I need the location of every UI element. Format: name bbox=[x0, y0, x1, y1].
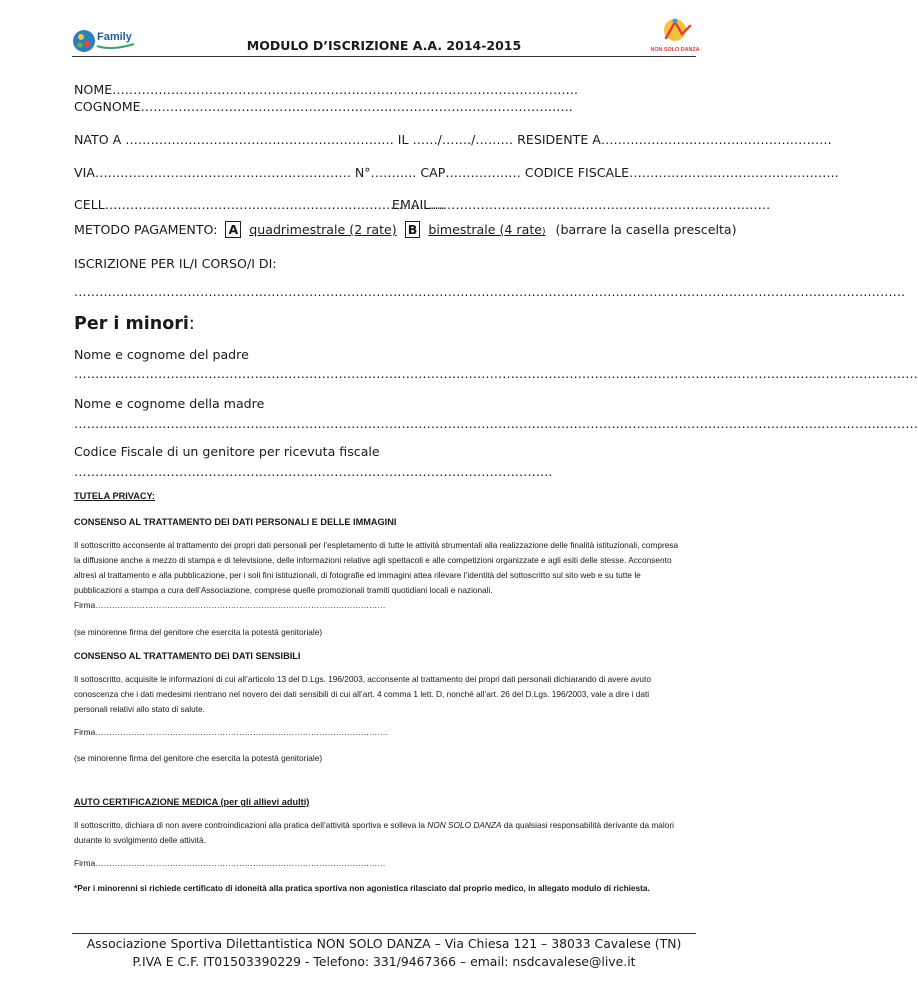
payment-note: (barrare la casella prescelta) bbox=[555, 222, 737, 237]
minors-heading: Per i minori: bbox=[74, 314, 195, 334]
courses-label: ISCRIZIONE PER IL/I CORSO/I DI: bbox=[74, 256, 277, 271]
father-label: Nome e cognome del padre bbox=[74, 347, 249, 362]
payment-label: METODO PAGAMENTO: bbox=[74, 222, 218, 237]
medical-title: AUTO CERTIFICAZIONE MEDICA (per gli allievi adulti) bbox=[74, 797, 310, 807]
consent2-line: personali relativi allo stato di salute. bbox=[74, 704, 205, 714]
minor-note-2: (se minorenne firma del genitore che esercita la potestà genitoriale) bbox=[74, 753, 323, 763]
consent1-line: la diffusione anche a mezzo di stampa e di televisione, delle informazioni relative agli spettacoli e alle competizioni organizzate e agli esiti delle stesse. Acconsento bbox=[74, 555, 672, 565]
cognome-field[interactable]: COGNOME…………………………………………………………………………………………. bbox=[74, 99, 573, 114]
consent1-line: altresì al trattamento e alla pubblicazione, per i soli fini istituzionali, di fotografie ed immagini attea rilevare l’identità del sottoscritto sul sito web e su tutte le bbox=[74, 570, 641, 580]
email-field[interactable]: EMAIL……………………………………………………………………… bbox=[392, 197, 771, 212]
svg-text:Family: Family bbox=[97, 31, 132, 43]
consent2-line: conoscenza che i dati medesimi rientrano nel novero dei dati sensibili di cui all’art. 4 comma 1 lett. D, nonché all’art. 26 del D.Lgs. 196/2003, vale a dire i dati bbox=[74, 689, 650, 699]
consent1-line: Il sottoscritto acconsente al trattamento dei propri dati personali per l’espletamento di tutte le attività strumentali alla realizzazione delle finalità istituzionali, compresa bbox=[74, 540, 679, 550]
non-solo-danza-logo bbox=[648, 16, 702, 56]
medical-text bbox=[74, 818, 704, 848]
option-b-label: bimestrale (4 rate) bbox=[428, 222, 546, 237]
courses-line[interactable]: ……………………………………………………………………………………………………………………………………………………………………………… bbox=[74, 284, 906, 299]
minor-note-1: (se minorenne firma del genitore che esercita la potestà genitoriale) bbox=[74, 627, 323, 637]
via-cap-codice-fiscale-line[interactable]: VIA……………………………………………………. N°……….. CAP……………… CODICE FISCALE………………………………………….. bbox=[74, 165, 839, 180]
fiscal-label: Codice Fiscale di un genitore per ricevuta fiscale bbox=[74, 444, 380, 459]
option-b-checkbox[interactable]: B bbox=[405, 221, 421, 238]
payment-row bbox=[74, 222, 737, 237]
cell-field[interactable]: CELL……………………………………………………………………… bbox=[74, 197, 445, 212]
footer-rule bbox=[72, 933, 696, 934]
option-a-label: quadrimestrale (2 rate) bbox=[249, 222, 397, 237]
footer-line-1: Associazione Sportiva Dilettantistica NON SOLO DANZA – Via Chiesa 121 – 38033 Cavalese (TN) bbox=[86, 936, 682, 951]
header-rule bbox=[72, 56, 696, 57]
medical-line: durante lo svolgimento delle attività. bbox=[74, 835, 206, 845]
medical-firma-field[interactable]: Firma…………………………………………………………………………………………… bbox=[74, 858, 386, 868]
option-a-checkbox[interactable]: A bbox=[225, 221, 241, 238]
svg-text:NON SOLO DANZA: NON SOLO DANZA bbox=[650, 47, 700, 53]
consent2-line: Il sottoscritto, acquisite le informazioni di cui all’articolo 13 del D.Lgs. 196/2003, acconsente al trattamento dei propri dati personali dichiarando di avere avuto bbox=[74, 674, 651, 684]
father-line[interactable]: ………………………………………………………………………………………………………………………………………………………………………………… bbox=[74, 366, 918, 381]
medical-line: Il sottoscritto, dichiara di non avere controindicazioni alla pratica dell’attività sportiva e solleva la NON SOLO DANZA da qualsiasi responsabilità derivante da malori bbox=[74, 820, 674, 830]
nato-residente-line[interactable]: NATO A ………………………………………………………. IL ……/……./……… RESIDENTE A………………………………………………. bbox=[74, 132, 832, 147]
page-title: MODULO D’ISCRIZIONE A.A. 2014-2015 bbox=[246, 38, 522, 53]
nome-field[interactable]: NOME………………………………………………………………………………………………… bbox=[74, 82, 579, 97]
mother-label: Nome e cognome della madre bbox=[74, 396, 265, 411]
consent2-text bbox=[74, 672, 704, 717]
consent2-title: CONSENSO AL TRATTAMENTO DEI DATI SENSIBILI bbox=[74, 651, 301, 661]
medical-note: *Per i minorenni si richiede certificato di idoneità alla pratica sportiva non agonistica rilasciato dal proprio medico, in allegato modulo di richiesta. bbox=[74, 883, 650, 893]
fiscal-line[interactable]: …………………………………………………………………………………………………… bbox=[74, 464, 553, 479]
consent1-line: pubblicazioni a stampa a cura dell’Associazione, comprese quelle promozionali tramiti quotidiani locali e nazionali. bbox=[74, 585, 493, 595]
consent1-title: CONSENSO AL TRATTAMENTO DEI DATI PERSONALI E DELLE IMMAGINI bbox=[74, 517, 397, 527]
firma2-field[interactable]: Firma……………………………………………………………………………………………. bbox=[74, 727, 388, 737]
mother-line[interactable]: ………………………………………………………………………………………………………………………………………………………………………………… bbox=[74, 416, 918, 431]
privacy-title: TUTELA PRIVACY: bbox=[74, 491, 155, 501]
dancer-logo-icon bbox=[648, 16, 702, 56]
footer-line-2: P.IVA E C.F. IT01503390229 - Telefono: 331/9467366 – email: nsdcavalese@live.it bbox=[132, 954, 636, 969]
consent1-text bbox=[74, 538, 704, 598]
firma1-field[interactable]: Firma…………………………………………………………………………………………… bbox=[74, 600, 386, 610]
